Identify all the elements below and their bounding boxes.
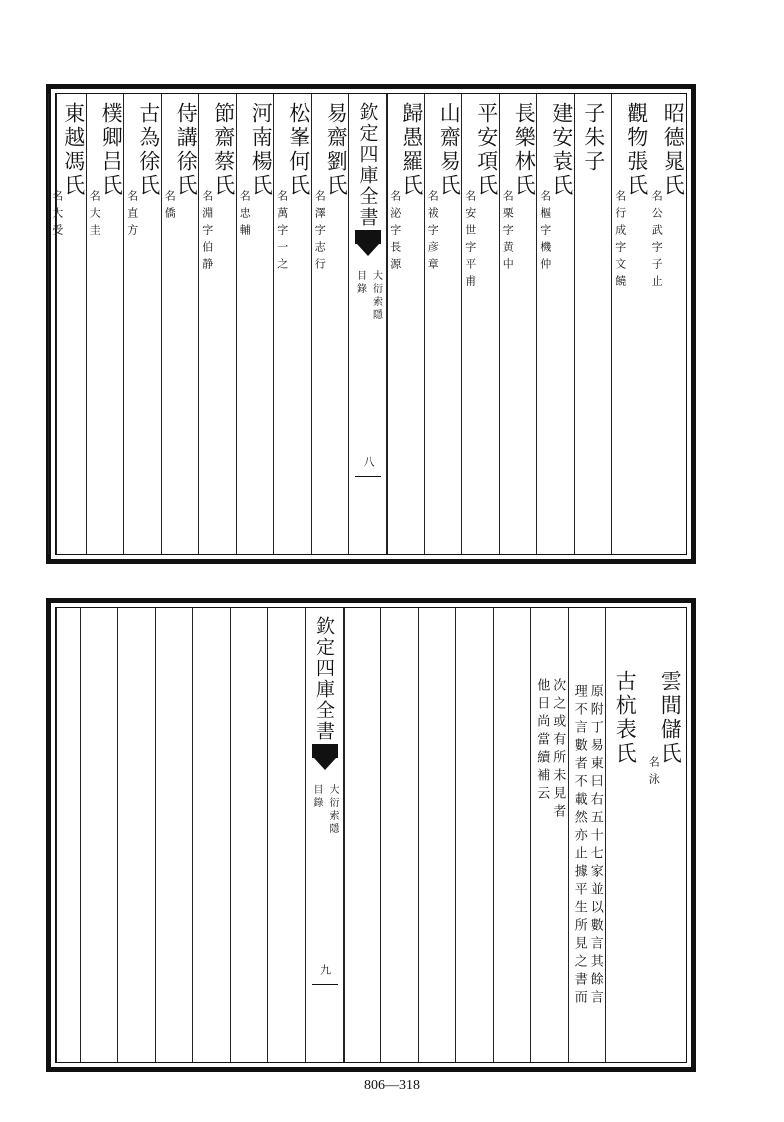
center-subtitle-line: 大衍索隱 xyxy=(370,270,382,322)
entry-pair xyxy=(238,102,274,241)
entry-note: 名祓字彦章 xyxy=(426,190,440,275)
entry xyxy=(537,102,575,275)
entry-name: 平安項氏 xyxy=(474,102,499,198)
note-pair xyxy=(569,684,607,1008)
entry-name: 松峯何氏 xyxy=(286,102,311,198)
note-pair xyxy=(531,678,569,822)
page-bottom-inner xyxy=(55,607,687,1063)
entry-pair xyxy=(647,670,683,790)
center-column xyxy=(348,94,388,554)
entry-pair xyxy=(127,102,159,241)
entry-note: 名安世字平甫 xyxy=(463,190,477,292)
blank-column xyxy=(56,608,81,1062)
entry-note: 名大受 xyxy=(50,190,64,241)
fish-tail-mark xyxy=(312,744,338,758)
text-column xyxy=(424,94,463,554)
blank-column xyxy=(230,608,269,1062)
entry-name: 子朱子 xyxy=(581,102,606,174)
center-column xyxy=(305,608,345,1062)
note-line: 他日尚當續補云 xyxy=(534,678,550,804)
center-page-number-text: 九 xyxy=(318,964,332,975)
text-column xyxy=(574,94,613,554)
entry xyxy=(575,102,613,174)
text-column xyxy=(611,94,650,554)
entry-name: 建安袁氏 xyxy=(549,102,574,198)
page-top xyxy=(46,84,696,564)
note-pair-inner xyxy=(573,684,602,1008)
text-column xyxy=(605,608,644,1062)
entry-note: 名大圭 xyxy=(88,190,102,241)
entry-pair xyxy=(277,102,309,275)
entry xyxy=(87,102,125,241)
center-title xyxy=(349,102,387,228)
entry xyxy=(124,102,162,241)
text-column xyxy=(48,94,87,554)
entry xyxy=(612,102,650,292)
blank-column xyxy=(155,608,194,1062)
entry-name: 樸卿吕氏 xyxy=(99,102,124,198)
entry-note: 名樞字機仲 xyxy=(538,190,552,275)
entry xyxy=(199,102,237,275)
entry-pair xyxy=(540,102,572,275)
note-column xyxy=(530,608,569,1062)
blank-column xyxy=(343,608,382,1062)
note-line: 原附丁易東曰右五十七家並以數言其餘言 xyxy=(587,684,603,1008)
text-column xyxy=(161,94,200,554)
entry-pair xyxy=(465,102,497,292)
entry-pair xyxy=(583,102,604,174)
blank-column xyxy=(80,608,119,1062)
blank-column xyxy=(418,608,457,1062)
text-column xyxy=(643,608,687,1062)
entry-name: 東越馮氏 xyxy=(61,102,86,198)
entry-pair xyxy=(650,102,686,292)
center-subtitle xyxy=(349,270,387,322)
blank-column xyxy=(380,608,419,1062)
text-column xyxy=(273,94,312,554)
entry-note: 名萬字一之 xyxy=(275,190,289,275)
center-end-line xyxy=(355,476,381,477)
entry xyxy=(649,102,687,292)
entry xyxy=(274,102,312,275)
page-footer-number: 806—318 xyxy=(364,1078,420,1093)
entry-pair xyxy=(163,102,199,224)
blank-column xyxy=(192,608,231,1062)
entry-name: 古為徐氏 xyxy=(136,102,161,198)
center-subtitle-line: 目錄 xyxy=(354,270,366,296)
entry xyxy=(462,102,500,292)
entry-name: 歸愚羅氏 xyxy=(399,102,424,198)
center-subtitle-line: 大衍索隱 xyxy=(327,784,338,836)
text-column xyxy=(198,94,237,554)
entry-note: 名公武字子止 xyxy=(650,190,664,292)
entry-note: 名泳 xyxy=(647,756,661,790)
entry-name: 山齋易氏 xyxy=(437,102,462,198)
note-column xyxy=(568,608,607,1062)
entry-note: 名忠輔 xyxy=(238,190,252,241)
entry-note: 名直方 xyxy=(125,190,139,241)
text-column xyxy=(236,94,275,554)
entry-name: 古杭表氏 xyxy=(613,670,638,766)
entry xyxy=(387,102,425,275)
text-column xyxy=(499,94,538,554)
entry-name: 觀物張氏 xyxy=(624,102,649,198)
entry xyxy=(162,102,200,224)
text-column xyxy=(536,94,575,554)
entry-note: 名僑 xyxy=(163,190,177,224)
entry-note: 名淵字伯静 xyxy=(200,190,214,275)
center-end-line xyxy=(312,984,338,985)
entry xyxy=(606,670,644,766)
entry-pair xyxy=(88,102,124,241)
blank-column xyxy=(267,608,306,1062)
center-title xyxy=(306,616,344,742)
center-subtitle xyxy=(306,784,344,836)
text-column xyxy=(461,94,500,554)
center-subtitle-line: 目錄 xyxy=(311,784,322,810)
entry-name: 河南楊氏 xyxy=(249,102,274,198)
entry xyxy=(643,670,687,790)
entry-name: 易齋劉氏 xyxy=(324,102,349,198)
entry-pair xyxy=(390,102,422,275)
entry-note: 名澤字志行 xyxy=(313,190,327,275)
blank-column xyxy=(56,94,57,554)
center-page-number xyxy=(349,456,387,470)
text-column xyxy=(86,94,125,554)
entry-note: 名行成字文饒 xyxy=(613,190,627,292)
entry-pair xyxy=(615,102,647,292)
text-column xyxy=(649,94,687,554)
entry xyxy=(500,102,538,275)
text-column xyxy=(386,94,425,554)
blank-column xyxy=(117,608,156,1062)
entry-note: 名栗字黄中 xyxy=(501,190,515,275)
entry-name: 長樂林氏 xyxy=(512,102,537,198)
entry-pair xyxy=(426,102,462,275)
note-line: 次之或有所未見者 xyxy=(550,678,566,822)
note-line: 理不言數者不載然亦止據平生所見之書而 xyxy=(571,684,587,1008)
entry xyxy=(237,102,275,241)
entry-name: 侍講徐氏 xyxy=(174,102,199,198)
note-pair-inner xyxy=(535,678,564,822)
entry-name: 昭德晁氏 xyxy=(661,102,686,198)
center-title-text: 欽定四庫全書 xyxy=(356,102,379,228)
entry-pair xyxy=(501,102,537,275)
entry-name: 雲間儲氏 xyxy=(658,670,683,766)
center-page-number xyxy=(306,964,344,978)
page-bottom xyxy=(46,598,696,1072)
center-title-text: 欽定四庫全書 xyxy=(313,616,335,742)
text-column xyxy=(311,94,350,554)
entry xyxy=(312,102,350,275)
text-column xyxy=(123,94,162,554)
entry-pair xyxy=(313,102,349,275)
entry xyxy=(49,102,87,241)
entry-pair xyxy=(202,102,234,275)
entry-name: 節齋蔡氏 xyxy=(211,102,236,198)
entry xyxy=(425,102,463,275)
center-page-number-text: 八 xyxy=(362,456,375,467)
page-top-inner xyxy=(50,93,687,555)
fish-tail-mark xyxy=(355,230,381,244)
entry-note: 名泌字長源 xyxy=(388,190,402,275)
blank-column xyxy=(493,608,532,1062)
blank-column xyxy=(455,608,494,1062)
